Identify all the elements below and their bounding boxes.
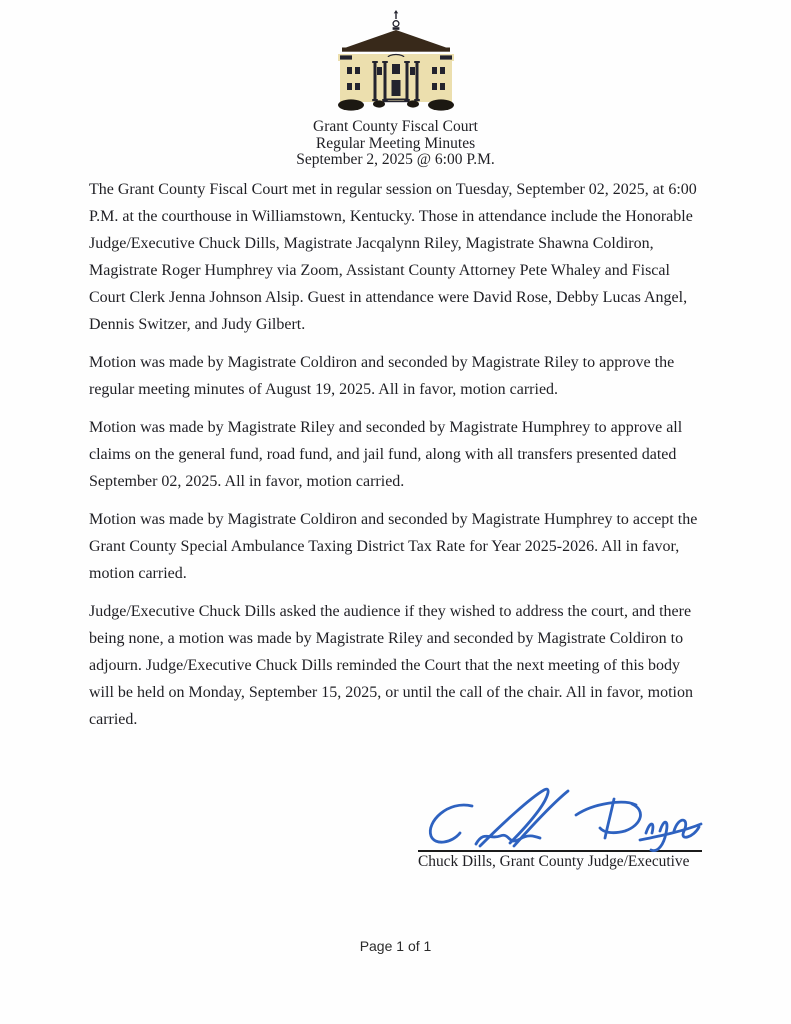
signature-caption: Chuck Dills, Grant County Judge/Executive: [418, 853, 690, 870]
document-title-block: [0, 119, 791, 169]
paragraph-ambulance-tax: Motion was made by Magistrate Coldiron and seconded by Magistrate Humphrey to accept the Grant County Special Ambulance Taxing District Tax Rate for Year 2025-2026. All in favor, motion carried.: [89, 511, 698, 582]
signature-scribble: [418, 784, 702, 850]
page-footer: [0, 938, 791, 954]
page-number: Page 1 of 1: [359, 938, 432, 954]
title-court-name: Grant County Fiscal Court: [313, 118, 478, 135]
paragraph-attendance: The Grant County Fiscal Court met in regular session on Tuesday, September 02, 2025, at 6:00 P.M. at the courthouse in Williamstown, Kentucky. Those in attendance include the Honorable Judge/Executive Chuck Dills, Magistrate Jacqalynn Riley, Magistrate Shawna Coldiron, Magistrate Roger Humphrey via Zoom, Assistant County Attorney Pete Whaley and Fiscal Court Clerk Jenna Johnson Alsip. Guest in attendance were David Rose, Debby Lucas Angel, Dennis Switzer, and Judy Gilbert.: [89, 181, 697, 333]
title-datetime: September 2, 2025 @ 6:00 P.M.: [296, 151, 495, 168]
minutes-body: [89, 176, 705, 744]
signature-block: [418, 784, 702, 871]
paragraph-minutes-approval: Motion was made by Magistrate Coldiron and seconded by Magistrate Riley to approve the regular meeting minutes of August 19, 2025. All in favor, motion carried.: [89, 354, 675, 398]
document-header: [0, 10, 791, 169]
courthouse-icon: [330, 10, 462, 112]
title-doc-type: Regular Meeting Minutes: [315, 134, 476, 152]
paragraph-claims-approval: Motion was made by Magistrate Riley and seconded by Magistrate Humphrey to approve all claims on the general fund, road fund, and jail fund, along with all transfers presented dated September 02, 2025. All in favor, motion carried.: [89, 419, 683, 490]
paragraph-adjournment: Judge/Executive Chuck Dills asked the audience if they wished to address the court, and there being none, a motion was made by Magistrate Riley and seconded by Magistrate Coldiron to adjourn. Judge/Executive Chuck Dills reminded the Court that the next meeting of this body will be held on Monday, September 15, 2025, or until the call of the chair. All in favor, motion carried.: [89, 603, 693, 728]
